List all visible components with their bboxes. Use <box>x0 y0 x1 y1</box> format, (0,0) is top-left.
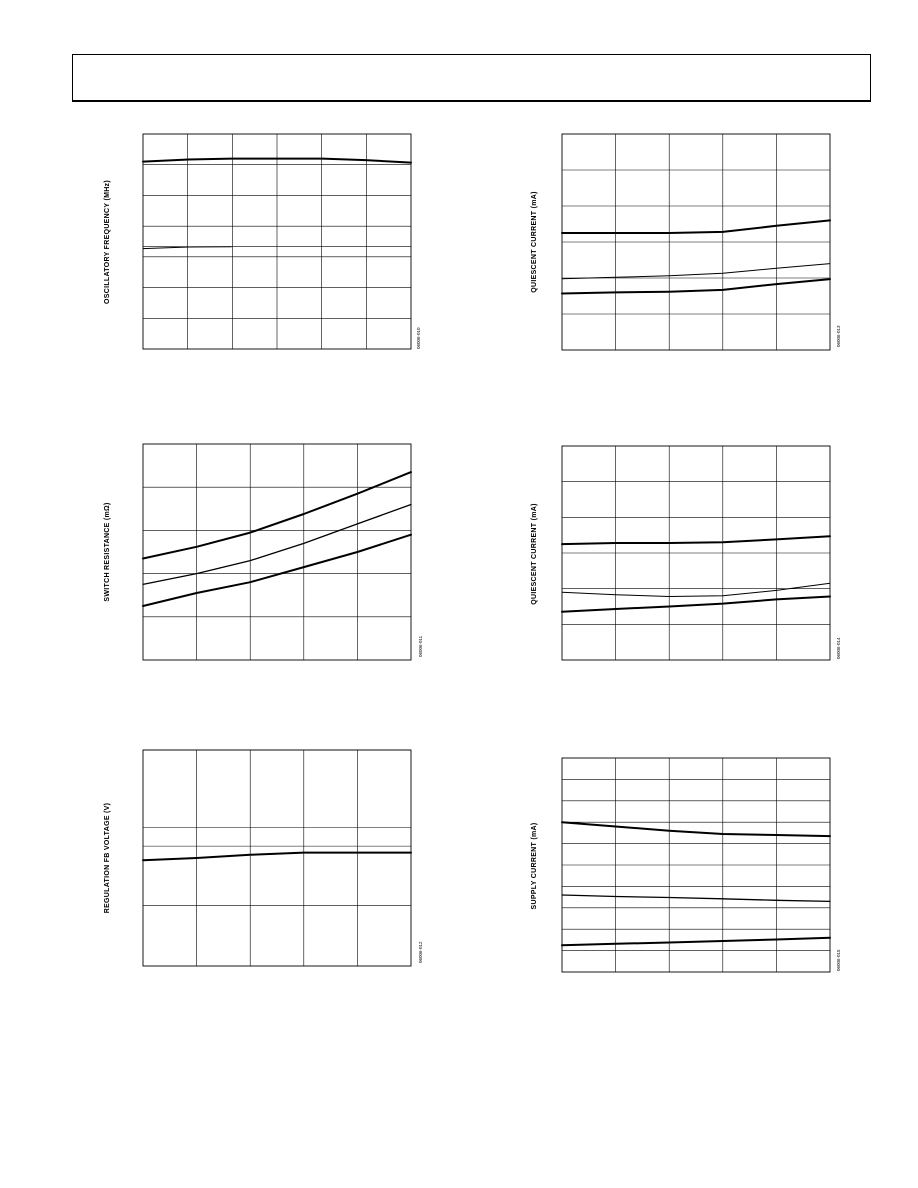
quiescent-current-chart-1 <box>510 122 860 362</box>
y-axis-label: SWITCH RESISTANCE (mΩ) <box>104 502 111 602</box>
series-line-1 <box>143 853 411 861</box>
figure-id: 06006-014 <box>836 637 841 659</box>
series-line-3 <box>562 938 830 946</box>
y-axis-label: OSCILLATORY FREQUENCY (MHz) <box>104 180 111 304</box>
figure-id: 06006-012 <box>418 941 423 963</box>
plot-area <box>143 134 411 349</box>
series-line-2 <box>562 895 830 901</box>
series-line-1 <box>143 472 411 558</box>
supply-current-chart <box>510 746 860 986</box>
y-axis-label: SUPPLY CURRENT (mA) <box>531 822 538 910</box>
series-line-3 <box>562 597 830 612</box>
plot-area <box>562 446 830 660</box>
figure-id: 06006-015 <box>836 949 841 971</box>
series-line-1 <box>562 220 830 233</box>
y-axis-label: QUIESCENT CURRENT (mA) <box>531 503 538 605</box>
switch-resistance-chart <box>92 432 442 672</box>
y-axis-label: QUIESCENT CURRENT (mA) <box>531 191 538 293</box>
oscillatory-frequency-chart <box>92 122 442 362</box>
plot-area <box>143 444 411 660</box>
plot-area <box>562 758 830 972</box>
plot-area <box>562 134 830 350</box>
series-line-3 <box>562 279 830 293</box>
figure-id: 06006-010 <box>416 327 421 349</box>
series-line-2 <box>562 583 830 596</box>
plot-area <box>143 750 411 966</box>
series-line-1 <box>562 536 830 544</box>
figure-id: 06006-011 <box>418 635 423 657</box>
y-axis-label: REGULATION FB VOLTAGE (V) <box>104 802 111 914</box>
figure-id: 06006-013 <box>836 325 841 347</box>
series-line-3 <box>143 535 411 606</box>
series-line-2 <box>562 264 830 279</box>
page-header-box <box>72 54 871 102</box>
series-line-2 <box>143 505 411 585</box>
regulation-fb-voltage-chart <box>92 738 442 978</box>
quiescent-current-chart-2 <box>510 434 860 674</box>
series-line-1 <box>562 822 830 836</box>
